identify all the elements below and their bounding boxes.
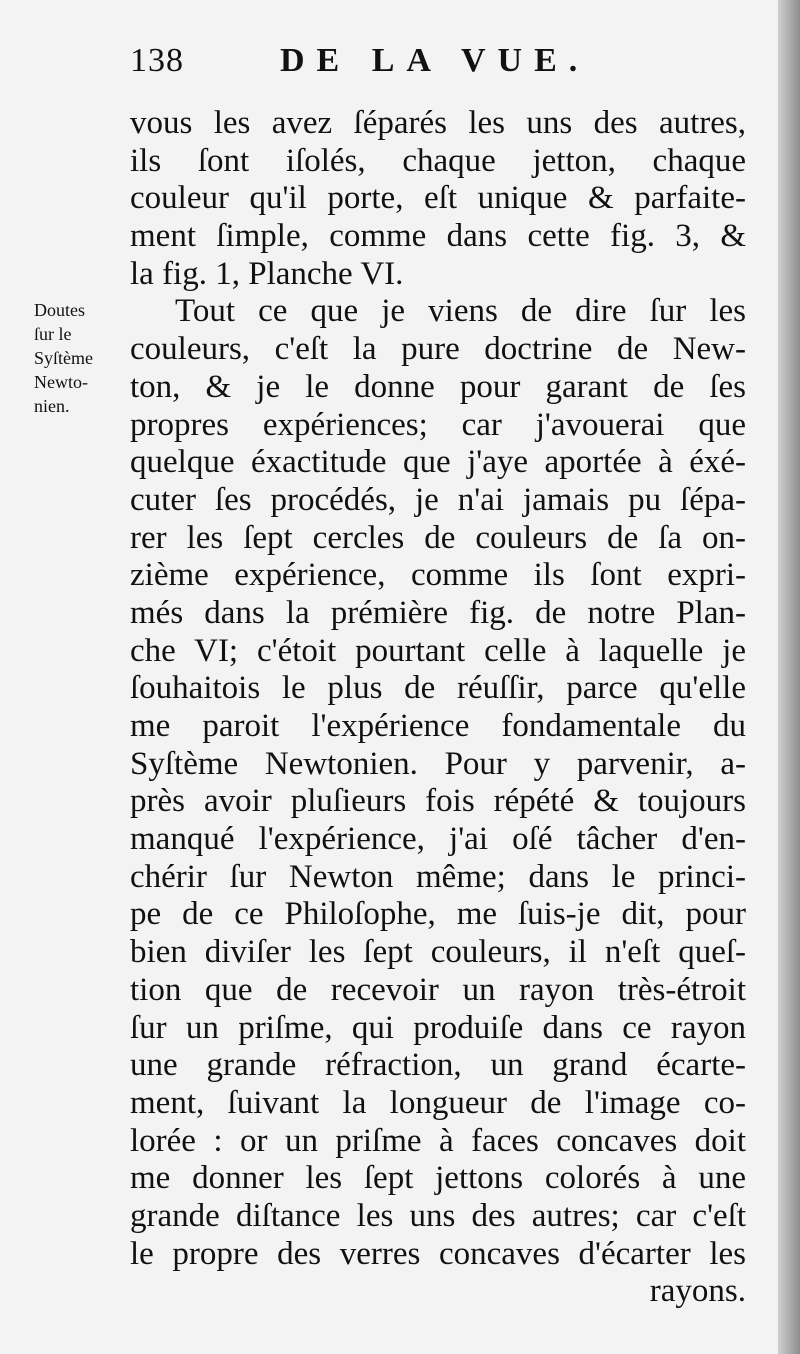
text-line: che VI; c'étoit pourtant celle à laquelle je [130,632,746,669]
text-line: grande diſtance les uns des autres; car c'eſt [130,1197,746,1234]
text-line: une grande réfraction, un grand écarte- [130,1047,746,1084]
body-text [130,105,746,1311]
text-line: ment, ſuivant la longueur de l'image co- [130,1084,746,1121]
text-line: quelque éxactitude que j'aye aportée à éxé- [130,444,746,481]
text-line: chérir ſur Newton même; dans le princi- [130,858,746,895]
text-line: ils ſont iſolés, chaque jetton, chaque [130,142,746,179]
text-line: ton, & je le donne pour garant de ſes [130,368,746,405]
margin-note-line: nien. [34,396,70,416]
text-line: vous les avez ſéparés les uns des autres, [130,105,746,141]
text-line: près avoir pluſieurs fois répété & toujours [130,783,746,820]
text-line: propres expériences; car j'avouerai que [130,406,746,443]
margin-note-line: Syſtème [34,348,93,368]
text-line: rayons. [649,1273,746,1310]
text-line: ment ſimple, comme dans cette fig. 3, & [130,218,746,255]
text-line: més dans la prémière fig. de notre Plan- [130,594,746,631]
text-line: rer les ſept cercles de couleurs de ſa on- [130,519,746,556]
text-line: la fig. 1, Planche VI. [130,255,404,292]
text-line: tion que de recevoir un rayon très-étroit [130,971,746,1008]
text-line: ſouhaitois le plus de réuſſir, parce qu'elle [130,670,746,707]
page-header [130,42,750,86]
running-title: DE LA VUE. [280,42,590,79]
margin-note-line: Doutes [34,300,85,320]
margin-note-line: ſur le [34,324,72,344]
text-line: me donner les ſept jettons colorés à une [130,1160,746,1197]
text-line: couleurs, c'eſt la pure doctrine de New- [130,331,746,368]
text-line: cuter ſes procédés, je n'ai jamais pu ſépa- [130,481,746,518]
text-line: Syſtème Newtonien. Pour y parvenir, a- [130,745,746,782]
text-line: pe de ce Philoſophe, me ſuis-je dit, pour [130,896,746,933]
text-line: lorée : or un priſme à faces concaves doit [130,1122,746,1159]
text-line: me paroit l'expérience fondamentale du [130,708,746,744]
text-line: bien diviſer les ſept couleurs, il n'eſt queſ- [130,934,746,971]
text-line: le propre des verres concaves d'écarter les [130,1235,746,1272]
page-number: 138 [130,42,184,79]
text-line: couleur qu'il porte, eſt unique & parfaite- [130,180,746,217]
text-line: Tout ce que je viens de dire ſur les [175,293,746,330]
text-line: ſur un priſme, qui produiſe dans ce rayon [130,1009,746,1046]
text-line: zième expérience, comme ils ſont expri- [130,557,746,594]
margin-note-line: Newto- [34,372,88,392]
text-line: manqué l'expérience, j'ai oſé tâcher d'en- [130,821,746,858]
page-edge [778,0,800,1354]
margin-note [34,298,130,418]
